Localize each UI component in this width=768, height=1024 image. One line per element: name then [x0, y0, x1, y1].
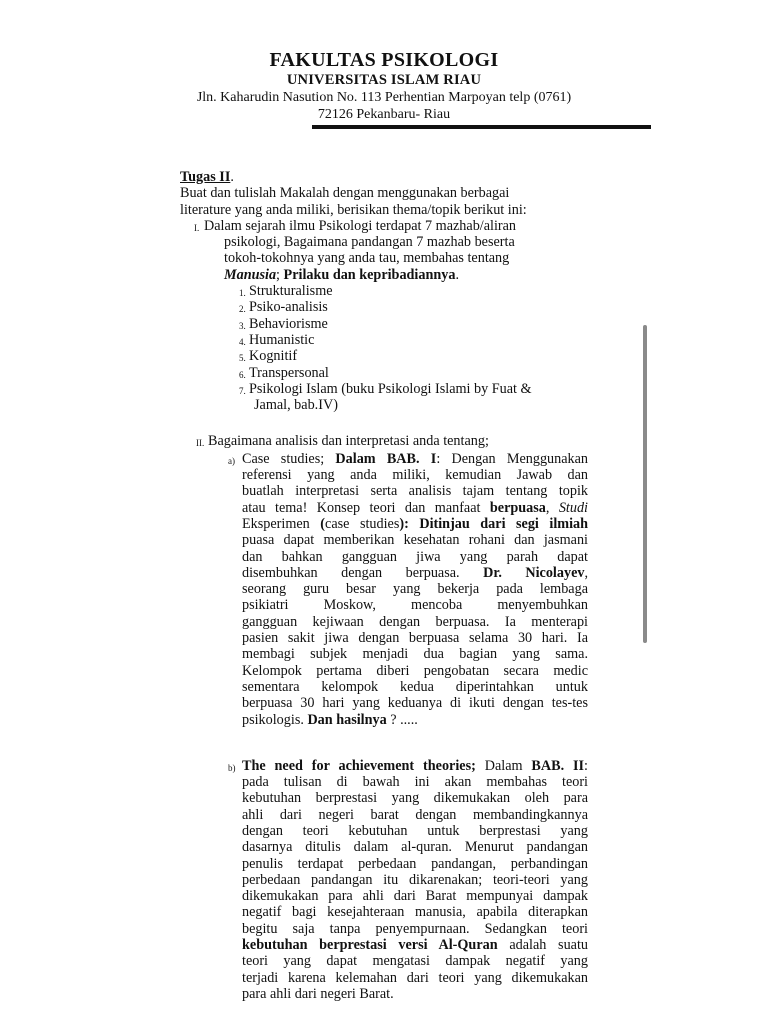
mazhab-item-number: 5. [239, 353, 246, 364]
document-body [180, 169, 600, 1002]
section-2-number: II. [196, 438, 205, 449]
address-line-2: 72126 Pekanbaru- Riau [317, 107, 451, 122]
mazhab-item-number: 3. [239, 320, 246, 331]
section-2-heading: Bagaimana analisis dan interpretasi anda tentang; [208, 433, 489, 450]
mazhab-item [239, 380, 600, 397]
item-a-line: pasien sakit jiwa dengan berpuasa selama 30 hari. Ia [242, 630, 588, 647]
item-b-line: para ahli dari negeri Barat. [242, 985, 394, 1002]
item-a-line: referensi yang anda miliki, kemudian Jawab dan [242, 467, 588, 484]
section-1-line-3: tokoh-tokohnya yang anda tau, membahas tentang [224, 250, 510, 267]
item-a-line: sementara kelompok kedua diperintahkan untuk [242, 678, 588, 695]
item-a-line: disembuhkan dengan berpuasa. Dr. Nicolayev, [242, 564, 589, 581]
item-b-line: ahli dari negeri barat dengan membandingkannya [242, 806, 588, 823]
vertical-scrollbar[interactable] [643, 325, 647, 643]
item-b-line: kebutuhan berprestasi versi Al-Quran adalah suatu [242, 937, 589, 954]
mazhab-item [239, 331, 600, 348]
task-title: Tugas II [180, 169, 231, 185]
section-1-line-1: Dalam sejarah ilmu Psikologi terdapat 7 mazhab/aliran [204, 217, 517, 234]
mazhab-item-number: 1. [239, 288, 246, 299]
mazhab-list [239, 283, 600, 414]
item-a-line: Case studies; Dalam BAB. I: Dengan Menggunakan [242, 450, 589, 467]
section-1-number: I. [194, 222, 200, 233]
mazhab-item-number: 7. [239, 385, 246, 396]
item-a-line: Eksperimen (case studies): Ditinjau dari segi ilmiah [242, 515, 589, 532]
item-a-line: Kelompok pertama diberi pengobatan secara medic [242, 662, 588, 679]
section-1 [194, 217, 600, 414]
faculty-title: FAKULTAS PSIKOLOGI [269, 49, 499, 71]
item-b-label: b) [228, 762, 236, 773]
address-line-1: Jln. Kaharudin Nasution No. 113 Perhentian Marpoyan telp (0761) [196, 90, 572, 105]
letterhead [0, 48, 768, 123]
mazhab-item-text: Transpersonal [249, 364, 329, 381]
university-name: UNIVERSITAS ISLAM RIAU [286, 72, 482, 88]
section-1-line-4: Manusia; Prilaku dan kepribadiannya. [224, 266, 459, 283]
item-a-line: membagi subjek menjadi dua bagian yang sama. [242, 646, 588, 663]
section-1-line-2: psikologi, Bagaimana pandangan 7 mazhab beserta [224, 234, 515, 251]
section-2-item-a [228, 450, 589, 728]
item-a-line: seorang guru besar yang bekerja pada lembaga [242, 581, 588, 598]
header-divider [312, 125, 651, 129]
task-intro-line-1: Buat dan tulislah Makalah dengan menggunakan berbagai [180, 185, 510, 202]
item-b-line: dikemukakan para ahli dari Barat mempunyai dampak [242, 888, 588, 905]
item-b-line: pada tulisan di bawah ini akan membahas teori [242, 774, 588, 791]
item-b-line: terjadi karena kelemahan dari teori yang dikemukakan [242, 969, 588, 986]
mazhab-item [239, 299, 600, 316]
mazhab-item [239, 283, 600, 300]
mazhab-item [239, 348, 600, 365]
item-b-line: dasarnya ditulis dalam al-quran. Menurut pandangan [242, 839, 588, 856]
item-a-line: psikiatri Moskow, mencoba menyembuhkan [242, 597, 588, 614]
mazhab-item-continuation: Jamal, bab.IV) [254, 397, 338, 414]
item-b-line: negatif bagi kesejahteraan manusia, apabila diterapkan [242, 904, 588, 921]
item-a-line: gangguan kejiwaan dengan berpuasa. Ia menterapi [242, 613, 588, 630]
mazhab-item-text: Strukturalisme [249, 283, 333, 300]
mazhab-item-text: Behaviorisme [249, 315, 328, 332]
task-heading: Tugas II. [180, 169, 234, 185]
section-2 [196, 433, 600, 450]
section-2-item-b [228, 757, 589, 1002]
mazhab-item [239, 315, 600, 332]
item-b-line: teori yang dapat mengatasi dampak negatif yang [242, 953, 588, 970]
mazhab-item-text: Kognitif [249, 348, 298, 365]
item-a-line: buatlah interpretasi serta analisis tajam tentang topik [242, 483, 588, 500]
mazhab-item-number: 4. [239, 336, 246, 347]
item-a-label: a) [228, 455, 235, 466]
item-a-line: puasa dapat memberikan kesehatan rohani dan jasmani [242, 532, 588, 549]
item-a-line: psikologis. Dan hasilnya ? ..... [242, 711, 418, 728]
item-b-line: dengan teori kebutuhan untuk berprestasi yang [242, 822, 588, 839]
mazhab-item-text: Psiko-analisis [249, 299, 328, 316]
mazhab-item-number: 2. [239, 304, 246, 315]
mazhab-item-text: Psikologi Islam (buku Psikologi Islami by Fuat & [249, 380, 532, 397]
mazhab-item-number: 6. [239, 369, 246, 380]
mazhab-item-text: Humanistic [249, 331, 315, 348]
item-b-line: penulis terdapat perbedaan pandangan, perbandingan [242, 855, 588, 872]
item-a-line: atau tema! Konsep teori dan manfaat berpuasa, Studi [242, 499, 588, 516]
item-a-line: dan bahkan gangguan jiwa yang parah dapat [242, 548, 588, 565]
task-intro-line-2: literature yang anda miliki, berisikan thema/topik berikut ini: [180, 201, 527, 218]
item-b-line: begitu saja tanpa penyempurnaan. Sedangkan teori [242, 920, 588, 937]
mazhab-item [239, 364, 600, 381]
item-b-line: The need for achievement theories; Dalam BAB. II: [242, 757, 588, 774]
item-b-line: kebutuhan berprestasi yang dikemukakan oleh para [242, 790, 588, 807]
item-b-line: perbedaan pandangan itu dikarenakan; teori-teori yang [242, 871, 588, 888]
item-a-line: berpuasa 30 hari yang keduanya di ikuti dengan tes-tes [242, 695, 588, 712]
